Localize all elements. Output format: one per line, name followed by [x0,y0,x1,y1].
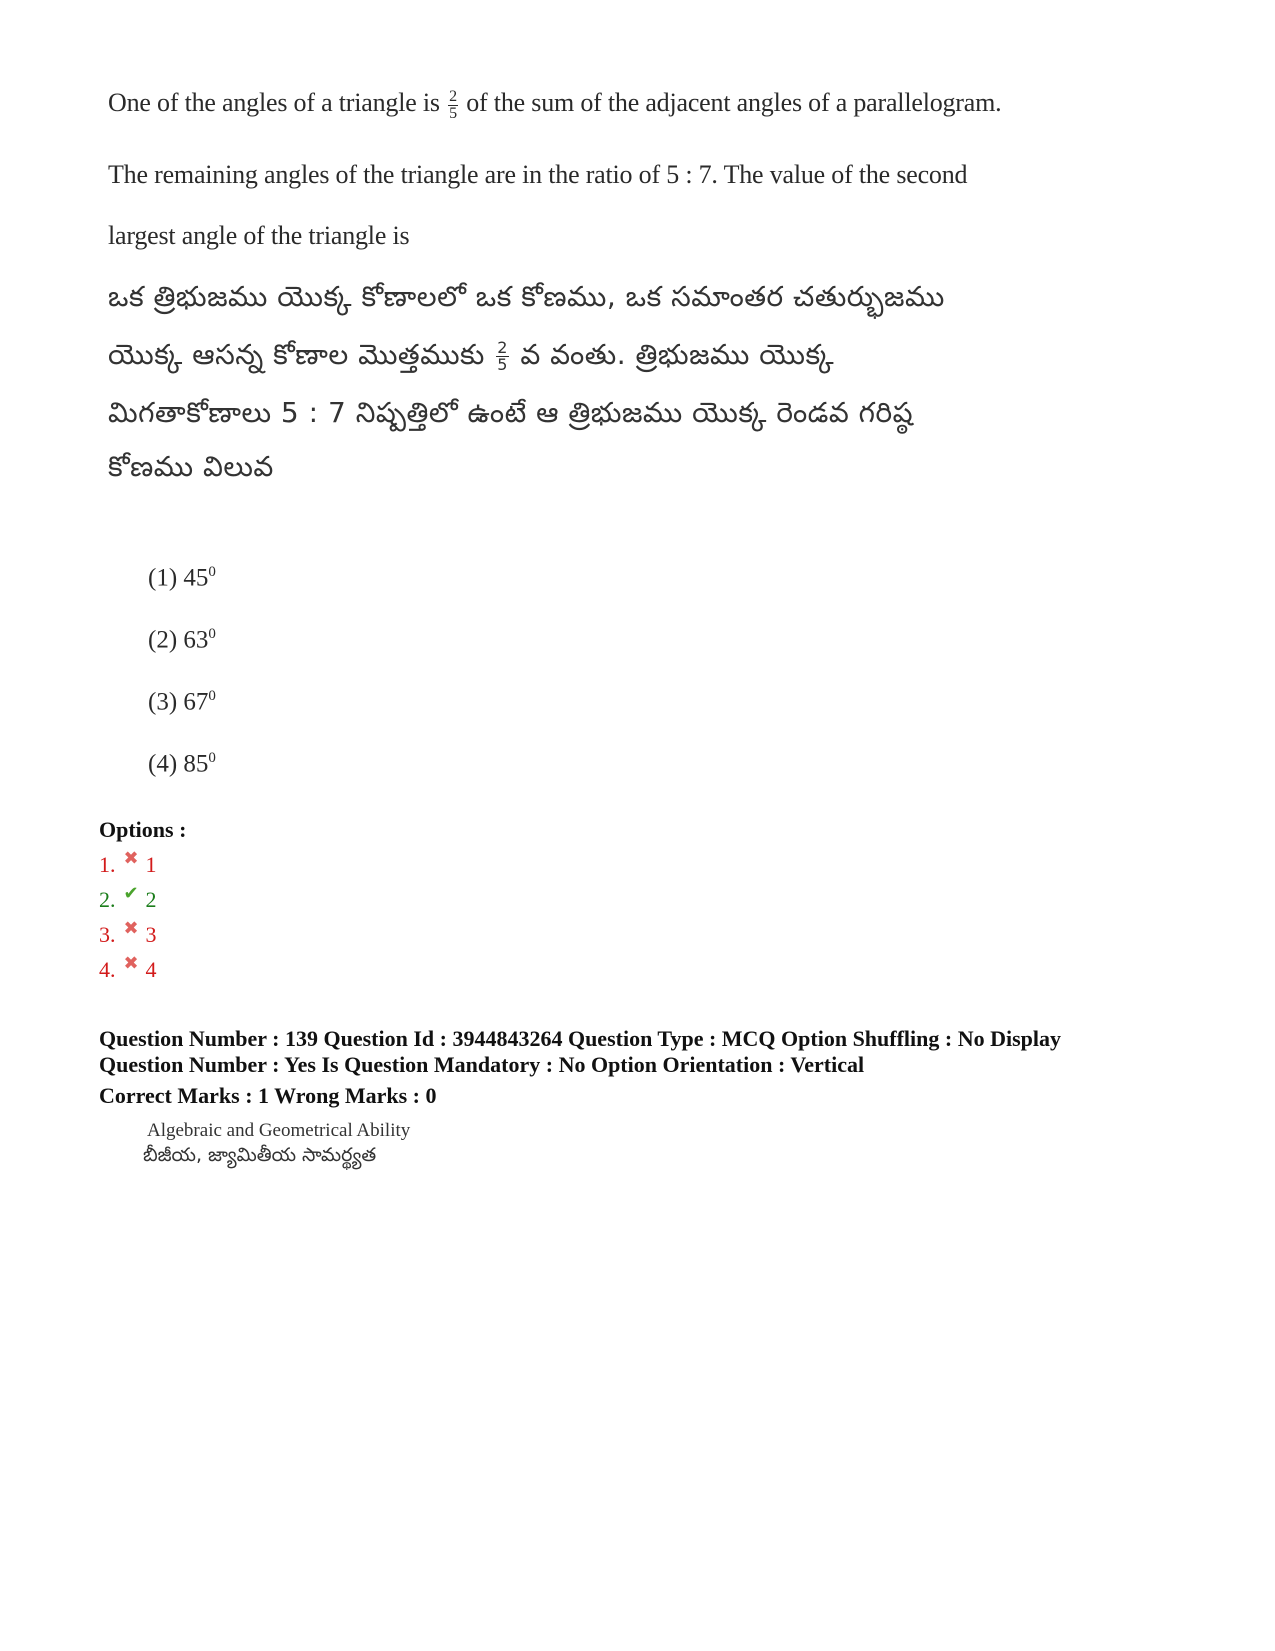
question-english-line-1 [108,88,1001,122]
options-list [99,812,186,987]
question-text-part: One of the angles of a triangle is [108,88,440,117]
check-icon: ✔ [123,883,139,903]
cross-icon: ✖ [123,848,139,868]
choice-4: (4) $85^0$ [148,750,216,778]
marks-line: Correct Marks : 1 Wrong Marks : 0 [99,1083,437,1108]
option-value: 4 [145,957,157,982]
question-telugu-line-1: ఒక త్రిభుజము యొక్క కోణాలలో ఒక కోణము, ఒక సమాంతర చతుర్భుజము [108,280,945,313]
option-number: 3. [99,922,116,947]
question-telugu-line-4: కోణము విలువ [108,450,274,483]
options-title: Options : [99,817,187,842]
option-row [99,952,186,987]
question-telugu-line-3: మిగతాకోణాలు 5 : 7 నిష్పత్తిలో ఉంటే ఆ త్రిభుజము యొక్క రెండవ గరిష్ఠ [108,396,914,429]
section-english: Algebraic and Geometrical Ability [147,1120,411,1141]
question-text-part: వ వంతు. త్రిభుజము యొక్క [520,338,835,371]
option-number: 1. [99,852,116,877]
choice-3: (3) $67^0$ [148,688,216,716]
question-english-line-2: The remaining angles of the triangle are in the ratio of 5 : 7. The value of the second [108,160,968,189]
section-label-image [143,1119,411,1167]
fraction-denominator: 5 [449,104,457,122]
cross-icon: ✖ [123,918,139,938]
choice-2: (2) $63^0$ [148,626,216,654]
option-number: 4. [99,957,116,982]
fraction [448,89,458,122]
fraction-numerator: 2 [497,337,508,357]
metadata-line-2: Question Number : Yes Is Question Mandatory : No Option Orientation : Vertical [99,1052,865,1077]
question-text-part: of the sum of the adjacent angles of a parallelogram. [466,88,1002,117]
question-text-part: యొక్క ఆసన్న కోణాల మొత్తముకు [108,338,485,371]
question-english-line-3: largest angle of the triangle is [108,221,410,250]
option-value: 3 [145,922,157,947]
cross-icon: ✖ [123,953,139,973]
metadata-line-1: Question Number : 139 Question Id : 3944843264 Question Type : MCQ Option Shuffling : No Display [99,1026,1062,1051]
question-telugu-line-2 [108,338,834,378]
choice-1: (1) $45^0$ [148,564,216,592]
question-metadata [99,1026,1061,1109]
fraction [496,337,509,374]
option-value: 1 [145,852,157,877]
fraction-denominator: 5 [497,354,508,374]
option-number: 2. [99,887,116,912]
section-telugu: బీజీయ, జ్యామితీయ సామర్థ్యత [143,1144,377,1166]
option-value: 2 [145,887,157,912]
fraction-numerator: 2 [449,87,457,105]
